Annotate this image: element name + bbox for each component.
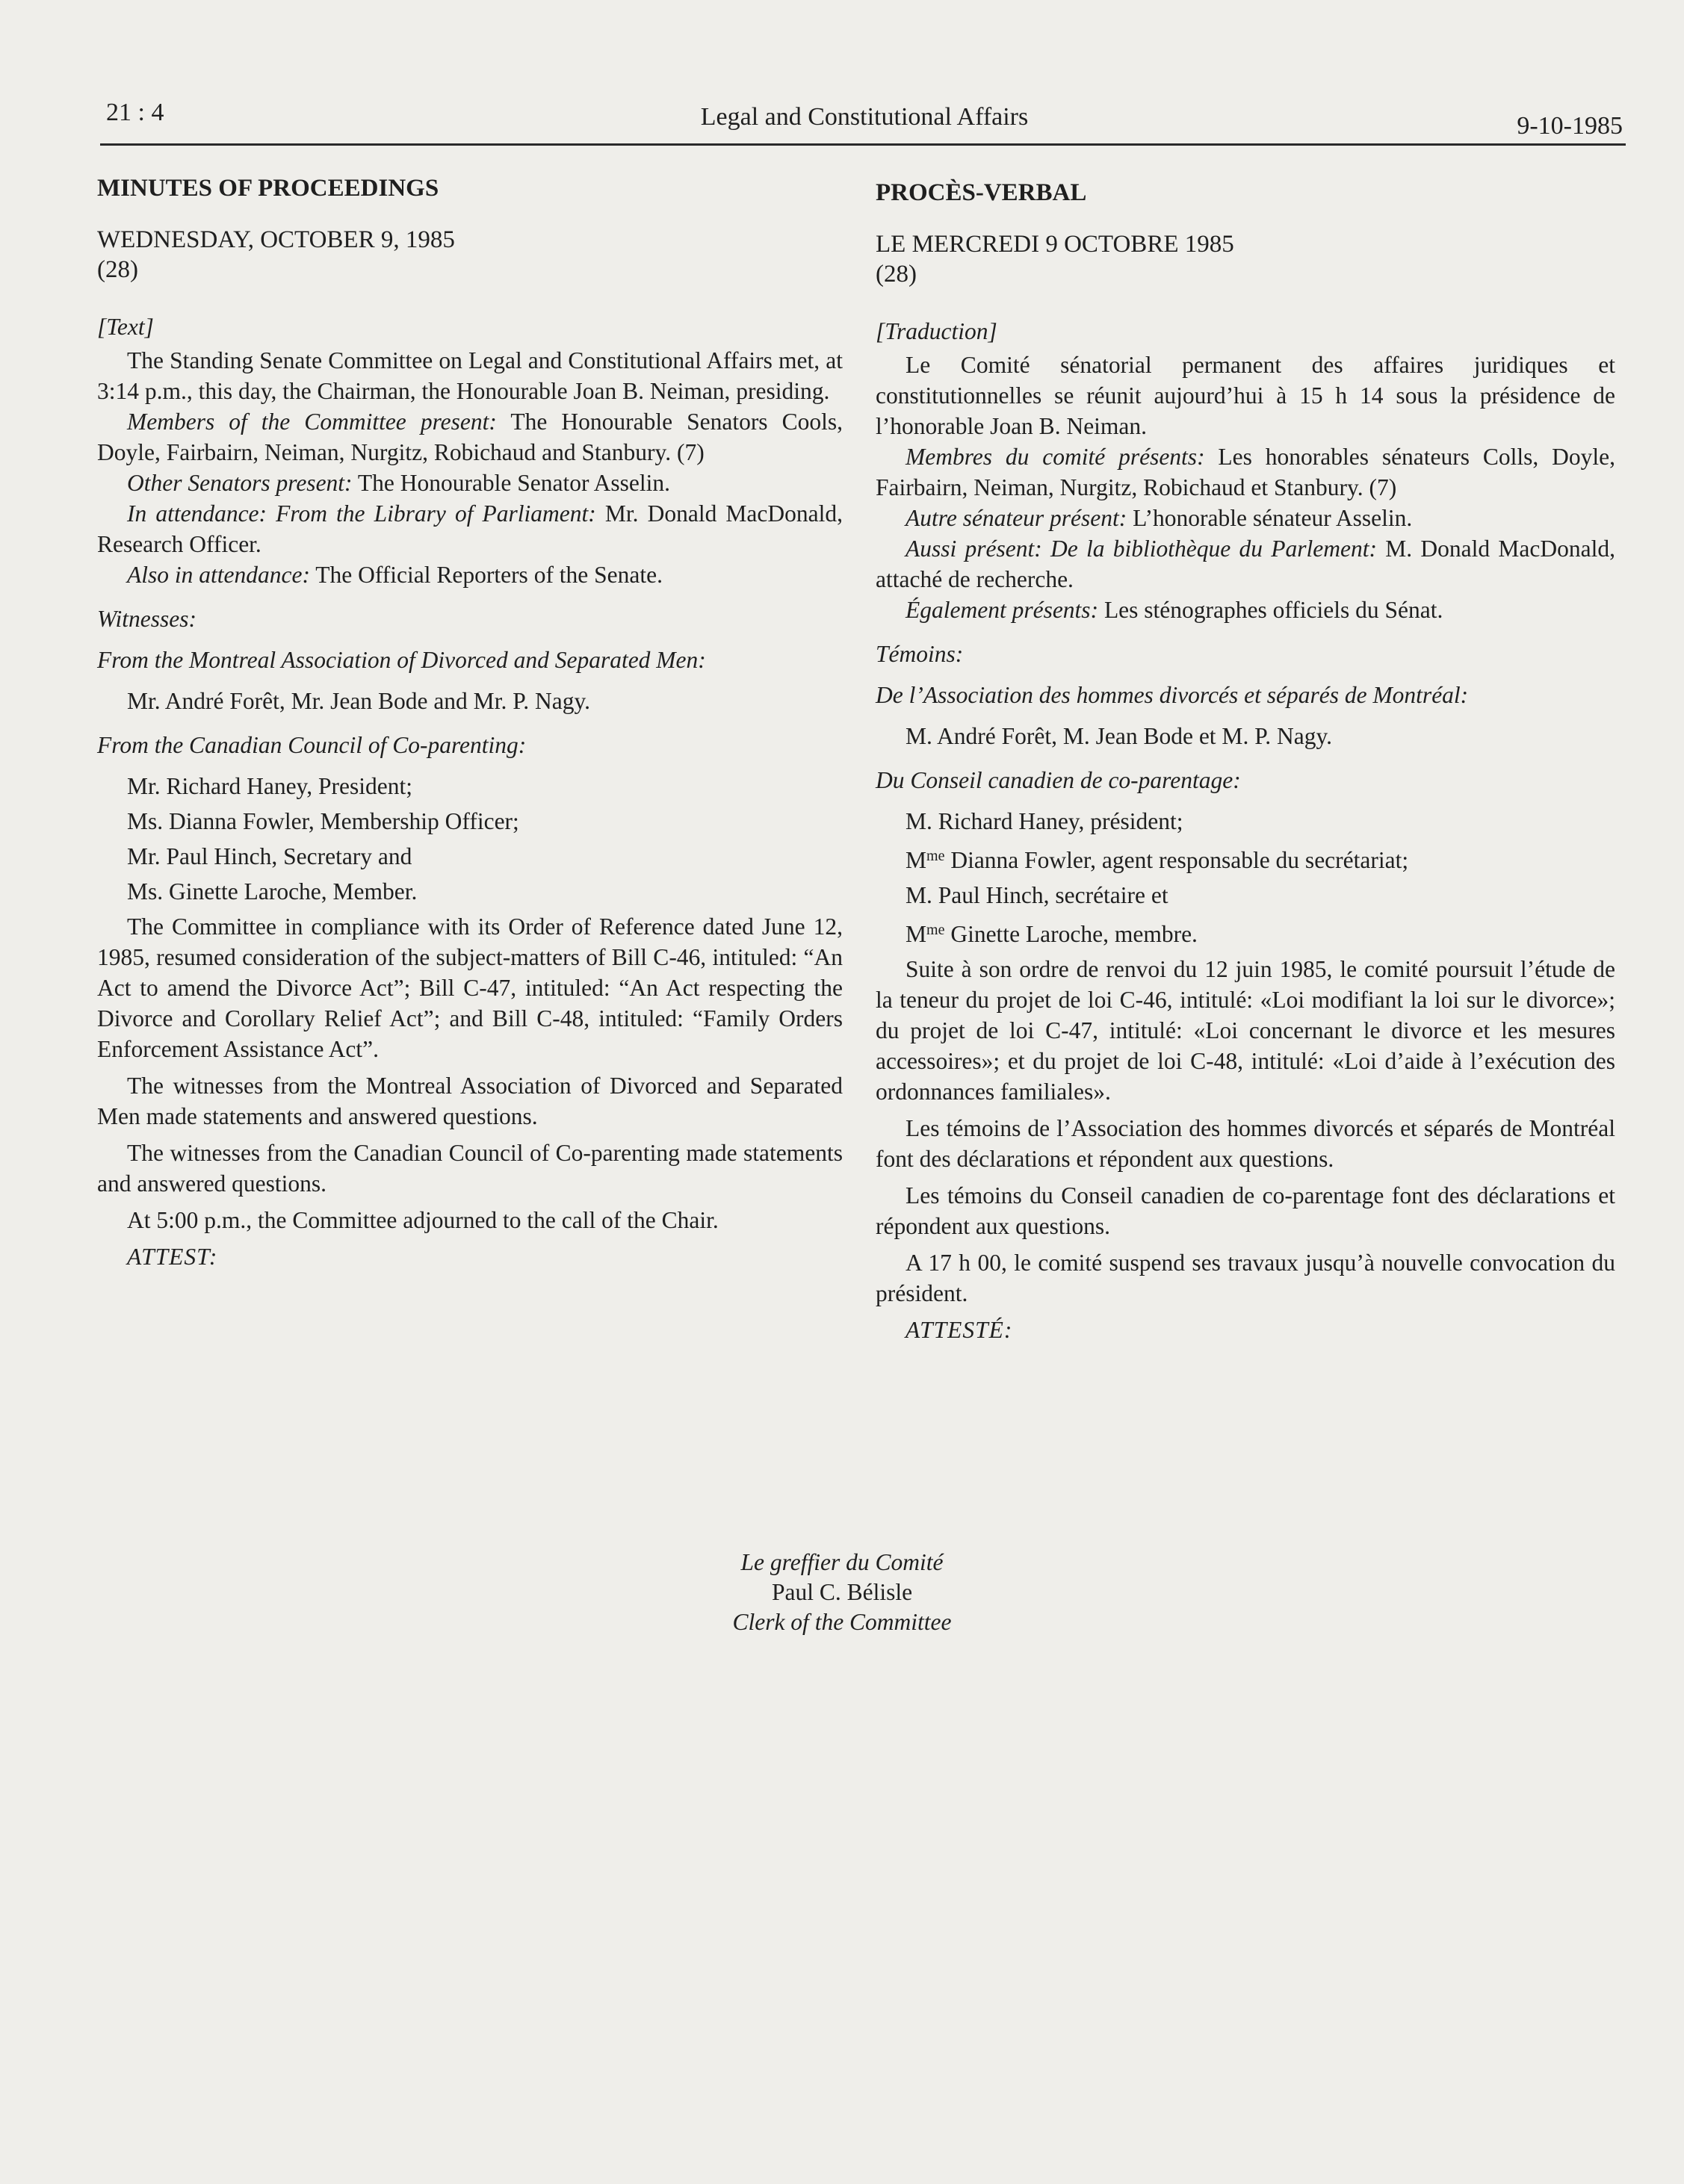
signature-block	[598, 1548, 1086, 1637]
clerk-name: Paul C. Bélisle	[771, 1579, 913, 1605]
french-org2-member: $M^{me}$ Ginette Laroche, membre.	[906, 921, 1198, 947]
english-date: WEDNESDAY, OCTOBER 9, 1985	[97, 226, 455, 253]
page-number: 21 : 4	[106, 99, 164, 126]
french-para3: Les témoins du Conseil canadien de co-parentage font des déclarations et répondent aux questions.	[876, 1182, 1615, 1239]
running-header	[106, 99, 1623, 142]
attendance-text: Mr. Donald MacDonald, Research Officer.	[97, 500, 843, 557]
attendance-text: M. Donald MacDonald, attaché de recherche.	[876, 536, 1615, 592]
english-para2: The witnesses from the Montreal Association of Divorced and Separated Men made statements and answered questions.	[97, 1073, 843, 1129]
also-label: Also in attendance:	[127, 562, 310, 588]
english-para1: The Committee in compliance with its Order of Reference dated June 12, 1985, resumed consideration of the subject-matters of Bill C-46, intituled: “An Act to amend the Divorce Act”; Bill C-47, intituled: “An Act respecting the Divorce and Corollary Relief Act”; and Bill C-48, intituled: “Family Orders Enforcement Assistance Act”.	[97, 913, 843, 1062]
english-org2-member: Mr. Paul Hinch, Secretary and	[127, 843, 412, 869]
english-tag: [Text]	[97, 314, 154, 340]
other-text: L’honorable sénateur Asselin.	[1127, 505, 1413, 531]
also-label: Également présents:	[906, 597, 1099, 623]
english-members	[97, 406, 843, 468]
french-opening: Le Comité sénatorial permanent des affaires juridiques et constitutionnelles se réunit aujourd’hui à 15 h 14 sous la présidence de l’honorable Joan B. Neiman.	[876, 352, 1615, 439]
members-text: Les honorables sénateurs Colls, Doyle, Fairbairn, Neiman, Nurgitz, Robichaud et Stanbury. (7)	[876, 444, 1615, 500]
french-org2-member: M. Richard Haney, président;	[906, 808, 1183, 834]
english-heading: MINUTES OF PROCEEDINGS	[97, 175, 439, 202]
english-attest: ATTEST:	[127, 1244, 218, 1270]
header-title: Legal and Constitutional Affairs	[700, 103, 1029, 131]
french-attest: ATTESTÉ:	[906, 1317, 1013, 1343]
english-column	[97, 173, 843, 1272]
header-date: 9-10-1985	[1517, 112, 1623, 140]
members-text: The Honourable Senators Cools, Doyle, Fairbairn, Neiman, Nurgitz, Robichaud and Stanbury. (7)	[97, 409, 843, 465]
english-org2-member: Ms. Ginette Laroche, Member.	[127, 878, 418, 905]
attendance-label: Aussi présent: De la bibliothèque du Parlement:	[906, 536, 1377, 562]
english-attendance	[97, 498, 843, 559]
french-org1-members: M. André Forêt, M. Jean Bode et M. P. Nagy.	[906, 723, 1333, 749]
french-tag: [Traduction]	[876, 318, 997, 344]
other-label: Autre sénateur présent:	[906, 505, 1127, 531]
french-attendance	[876, 533, 1615, 595]
clerk-title-en: Clerk of the Committee	[732, 1609, 952, 1635]
other-label: Other Senators present:	[127, 470, 353, 496]
french-para1: Suite à son ordre de renvoi du 12 juin 1985, le comité poursuit l’étude de la teneur du projet de loi C-46, intitulé: «Loi modifiant la loi sur le divorce»; du projet de loi C-47, intitulé: «Loi concernant le divorce et les mesures accessoires»; et du projet de loi C-48, intitulé: «Loi d’aide à l’exécution des ordonnances familiales».	[876, 956, 1615, 1105]
clerk-title-fr: Le greffier du Comité	[740, 1549, 944, 1575]
attendance-label: In attendance: From the Library of Parliament:	[127, 500, 596, 527]
english-org1-members: Mr. André Forêt, Mr. Jean Bode and Mr. P. Nagy.	[127, 688, 591, 714]
french-also-attendance	[876, 595, 1615, 625]
english-org2-member: Mr. Richard Haney, President;	[127, 773, 412, 799]
members-label: Membres du comité présents:	[906, 444, 1205, 470]
english-witnesses-label: Witnesses:	[97, 606, 196, 632]
french-org2: Du Conseil canadien de co-parentage:	[876, 767, 1241, 793]
french-members	[876, 441, 1615, 503]
also-text: Les sténographes officiels du Sénat.	[1098, 597, 1443, 623]
also-text: The Official Reporters of the Senate.	[309, 562, 663, 588]
french-org2-member: $M^{me}$ Dianna Fowler, agent responsable du secrétariat;	[906, 847, 1409, 873]
french-para4: A 17 h 00, le comité suspend ses travaux jusqu’à nouvelle convocation du président.	[876, 1250, 1615, 1306]
english-other-senators	[97, 468, 843, 498]
french-date: LE MERCREDI 9 OCTOBRE 1985	[876, 231, 1234, 258]
french-para2: Les témoins de l’Association des hommes divorcés et séparés de Montréal font des déclarations et répondent aux questions.	[876, 1115, 1615, 1172]
english-para4: At 5:00 p.m., the Committee adjourned to the call of the Chair.	[127, 1207, 719, 1233]
header-rule	[100, 143, 1626, 146]
other-text: The Honourable Senator Asselin.	[352, 470, 671, 496]
english-number: (28)	[97, 256, 138, 283]
french-column	[876, 178, 1615, 1345]
english-para3: The witnesses from the Canadian Council of Co-parenting made statements and answered questions.	[97, 1140, 843, 1197]
french-org2-member: M. Paul Hinch, secrétaire et	[906, 882, 1168, 908]
french-other-senators	[876, 503, 1615, 533]
french-number: (28)	[876, 261, 917, 288]
members-label: Members of the Committee present:	[127, 409, 497, 435]
french-heading: PROCÈS-VERBAL	[876, 179, 1087, 206]
french-org1: De l’Association des hommes divorcés et séparés de Montréal:	[876, 682, 1469, 708]
english-org1: From the Montreal Association of Divorced and Separated Men:	[97, 647, 706, 673]
english-org2: From the Canadian Council of Co-parenting:	[97, 732, 527, 758]
english-org2-member: Ms. Dianna Fowler, Membership Officer;	[127, 808, 519, 834]
english-opening: The Standing Senate Committee on Legal and Constitutional Affairs met, at 3:14 p.m., this day, the Chairman, the Honourable Joan B. Neiman, presiding.	[97, 347, 843, 404]
mme-superscript: me	[926, 848, 945, 864]
mme-superscript: me	[926, 922, 945, 938]
english-also-attendance	[97, 559, 843, 590]
french-witnesses-label: Témoins:	[876, 641, 964, 667]
